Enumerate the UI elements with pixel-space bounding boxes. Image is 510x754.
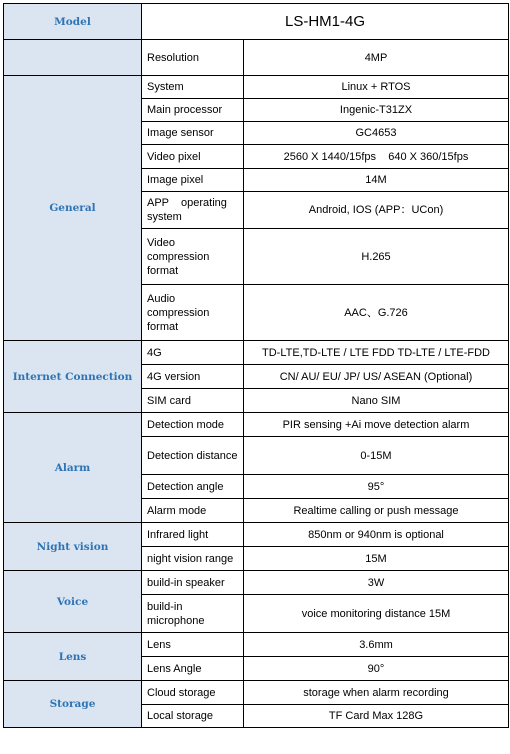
model-row — [4, 4, 509, 40]
spec-label: System — [142, 76, 244, 99]
resolution-row — [4, 40, 509, 76]
model-label: Model — [4, 4, 142, 40]
spec-label: Local storage — [142, 705, 244, 728]
spec-label: Image pixel — [142, 169, 244, 192]
resolution-value: 4MP — [244, 40, 509, 76]
section-lens: Lens — [4, 633, 142, 681]
spec-value: storage when alarm recording — [244, 681, 509, 705]
spec-value: 15M — [244, 547, 509, 571]
table-row — [4, 571, 509, 595]
spec-value: 95° — [244, 475, 509, 499]
spec-label: Cloud storage — [142, 681, 244, 705]
table-row — [4, 523, 509, 547]
table-row — [4, 681, 509, 705]
spec-value: 3W — [244, 571, 509, 595]
spec-label: 4G version — [142, 365, 244, 389]
spec-label: Alarm mode — [142, 499, 244, 523]
section-general: General — [4, 76, 142, 341]
spec-value: voice monitoring distance 15M — [244, 595, 509, 633]
spec-label: build-in microphone — [142, 595, 244, 633]
table-row — [4, 76, 509, 99]
spec-label: Lens — [142, 633, 244, 657]
spec-value: Android, IOS (APP：UCon) — [244, 192, 509, 229]
spec-value: Nano SIM — [244, 389, 509, 413]
spec-value: PIR sensing +Ai move detection alarm — [244, 413, 509, 437]
spec-label: build-in speaker — [142, 571, 244, 595]
spec-label: Detection angle — [142, 475, 244, 499]
spec-value: Ingenic-T31ZX — [244, 99, 509, 122]
spec-label: Image sensor — [142, 122, 244, 145]
spec-value: Linux + RTOS — [244, 76, 509, 99]
spec-label: Lens Angle — [142, 657, 244, 681]
spec-value: GC4653 — [244, 122, 509, 145]
model-value: LS-HM1-4G — [142, 4, 509, 40]
spec-label: Video compression format — [142, 229, 244, 285]
resolution-category-cell — [4, 40, 142, 76]
section-storage: Storage — [4, 681, 142, 728]
spec-value: 3.6mm — [244, 633, 509, 657]
spec-value: 2560 X 1440/15fps 640 X 360/15fps — [244, 145, 509, 169]
table-row — [4, 341, 509, 365]
spec-label: APP operating system — [142, 192, 244, 229]
spec-label: Main processor — [142, 99, 244, 122]
spec-label: Infrared light — [142, 523, 244, 547]
spec-value: TF Card Max 128G — [244, 705, 509, 728]
spec-label: SIM card — [142, 389, 244, 413]
table-row — [4, 633, 509, 657]
spec-label: Audio compression format — [142, 285, 244, 341]
section-voice: Voice — [4, 571, 142, 633]
spec-value: CN/ AU/ EU/ JP/ US/ ASEAN (Optional) — [244, 365, 509, 389]
spec-table — [3, 3, 509, 728]
spec-label: night vision range — [142, 547, 244, 571]
section-internet-connection: Internet Connection — [4, 341, 142, 413]
spec-value: Realtime calling or push message — [244, 499, 509, 523]
table-row — [4, 413, 509, 437]
section-night-vision: Night vision — [4, 523, 142, 571]
spec-value: 850nm or 940nm is optional — [244, 523, 509, 547]
spec-value: 90° — [244, 657, 509, 681]
spec-value: TD-LTE,TD-LTE / LTE FDD TD-LTE / LTE-FDD — [244, 341, 509, 365]
spec-label: Video pixel — [142, 145, 244, 169]
spec-value: 0-15M — [244, 437, 509, 475]
spec-label: Detection distance — [142, 437, 244, 475]
section-alarm: Alarm — [4, 413, 142, 523]
spec-value: 14M — [244, 169, 509, 192]
spec-value: AAC、G.726 — [244, 285, 509, 341]
spec-value: H.265 — [244, 229, 509, 285]
spec-label: 4G — [142, 341, 244, 365]
spec-label: Detection mode — [142, 413, 244, 437]
resolution-label: Resolution — [142, 40, 244, 76]
